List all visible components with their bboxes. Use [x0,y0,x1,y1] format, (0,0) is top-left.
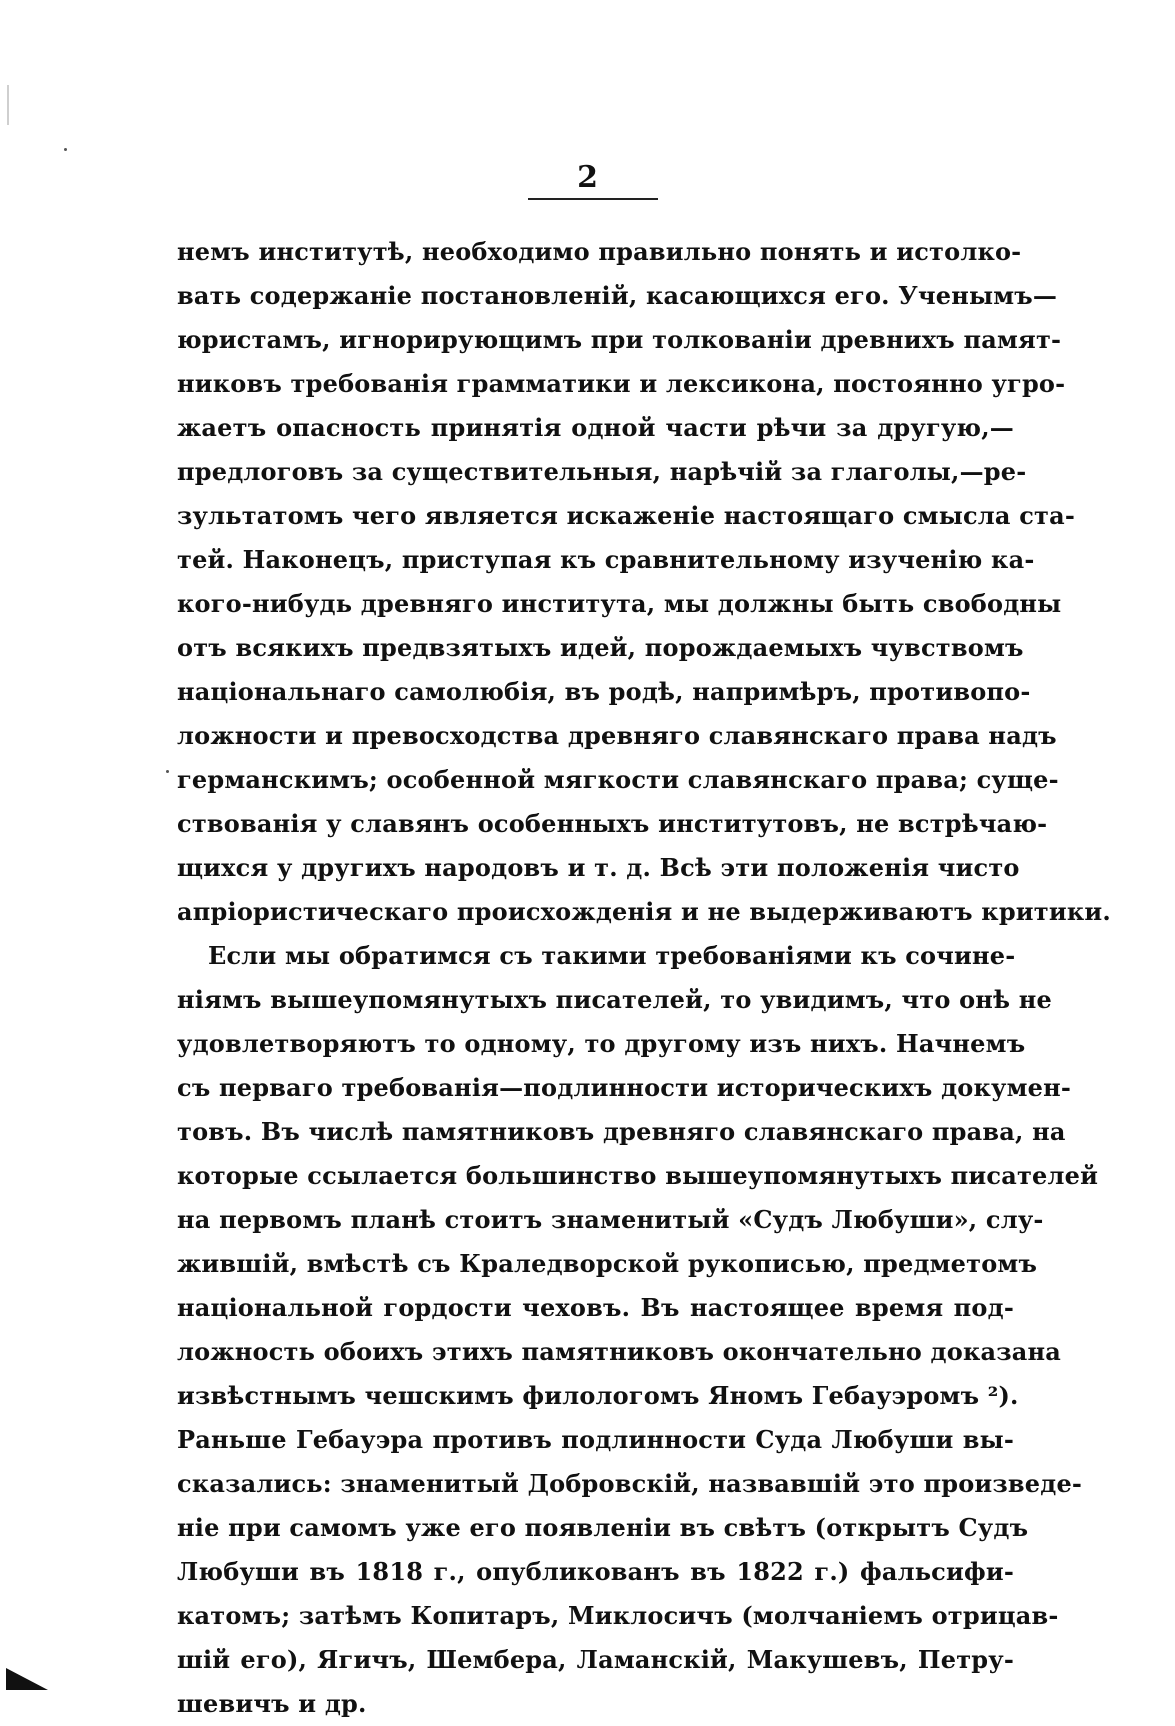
text-line: юристамъ, игнорирующимъ при толкованіи древнихъ памят- [177,325,1062,354]
text-line: зультатомъ чего является искаженіе настоящаго смысла ста- [177,501,1076,530]
text-line: Раньше Гебауэра противъ подлинности Суда Любуши вы- [177,1425,1014,1454]
paragraph-end-line: шевичъ и др. [177,1689,367,1718]
text-line: жившій, вмѣстѣ съ Краледворской рукописью, предметомъ [177,1249,1038,1278]
text-line: ніямъ вышеупомянутыхъ писателей, то увидимъ, что онѣ не [177,985,1052,1014]
text-line: тей. Наконецъ, приступая къ сравнительному изученію ка- [177,545,1035,574]
text-line: съ перваго требованія—подлинности историческихъ докумен- [177,1073,1072,1102]
text-line: сказались: знаменитый Добровскій, назвавшій это произведе- [177,1469,1083,1498]
text-line: кого-нибудь древняго института, мы должны быть свободны [177,589,1062,618]
text-line: немъ институтѣ, необходимо правильно понять и истолко- [177,237,1022,266]
page-number-rule [528,198,658,200]
text-line: шій его), Ягичъ, Шембера, Ламанскій, Макушевъ, Петру- [177,1645,1014,1674]
text-line: отъ всякихъ предвзятыхъ идей, порождаемыхъ чувствомъ [177,633,1024,662]
text-line: никовъ требованія грамматики и лексикона, постоянно угро- [177,369,1066,398]
text-line: на первомъ планѣ стоитъ знаменитый «Судъ Любуши», слу- [177,1205,1044,1234]
text-line: ствованія у славянъ особенныхъ институтовъ, не встрѣчаю- [177,809,1048,838]
scan-edge-mark [7,85,9,125]
body-text [177,230,1111,1726]
text-line: предлоговъ за существительныя, нарѣчій за глаголы,—ре- [177,457,1027,486]
text-line: удовлетворяютъ то одному, то другому изъ нихъ. Начнемъ [177,1029,1026,1058]
text-line: товъ. Въ числѣ памятниковъ древняго славянскаго права, на [177,1117,1066,1146]
corner-triangle-mark [6,1668,48,1690]
page-number: 2 [577,160,598,195]
text-line: вать содержаніе постановленій, касающихся его. Ученымъ— [177,281,1058,310]
scan-speck [64,148,67,151]
text-line: національной гордости чеховъ. Въ настоящее время под- [177,1293,1014,1322]
scan-speck [166,770,169,773]
text-line: извѣстнымъ чешскимъ филологомъ Яномъ Гебауэромъ ²). [177,1381,1019,1410]
text-line: германскимъ; особенной мягкости славянскаго права; суще- [177,765,1059,794]
text-line: ложность обоихъ этихъ памятниковъ окончательно доказана [177,1337,1062,1366]
text-line: ніе при самомъ уже его появленіи въ свѣтъ (открытъ Судъ [177,1513,1029,1542]
text-line: національнаго самолюбія, въ родѣ, напримѣръ, противопо- [177,677,1031,706]
text-line: Любуши въ 1818 г., опубликованъ въ 1822 г.) фальсифи- [177,1557,1014,1586]
text-line: катомъ; затѣмъ Копитаръ, Миклосичъ (молчаніемъ отрицав- [177,1601,1059,1630]
text-line: ложности и превосходства древняго славянскаго права надъ [177,721,1057,750]
text-line: щихся у другихъ народовъ и т. д. Всѣ эти положенія чисто [177,853,1020,882]
paragraph-end-line: апріористическаго происхожденія и не выдерживаютъ критики. [177,897,1111,926]
text-line: которые ссылается большинство вышеупомянутыхъ писателей [177,1161,1099,1190]
paragraph-start-line: Если мы обратимся съ такими требованіями къ сочине- [208,941,1016,970]
text-line: жаетъ опасность принятія одной части рѣчи за другую,— [177,413,1014,442]
